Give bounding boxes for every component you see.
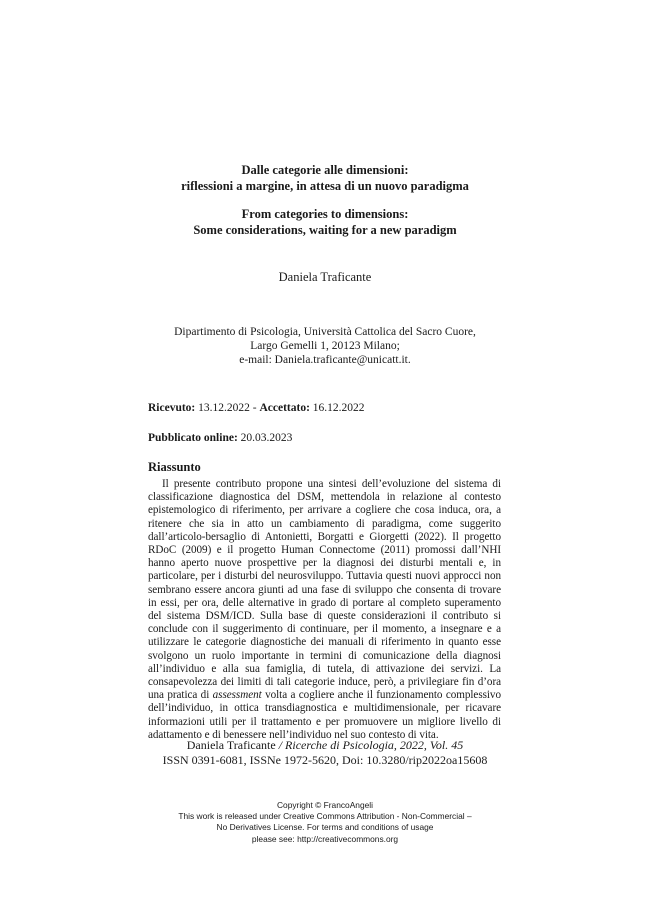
accepted-date: 16.12.2022 [312, 402, 365, 414]
italian-title-line-2: riflessioni a margine, in attesa di un nuovo paradigma [181, 179, 469, 193]
date-separator: - [249, 402, 260, 414]
license-line-1: This work is released under Creative Commons Attribution - Non-Commercial – [178, 811, 472, 822]
abstract-italic-term: assessment [212, 689, 262, 702]
abstract-body [148, 478, 501, 742]
accepted-label: Accettato: [259, 402, 310, 414]
citation-author: Daniela Traficante [186, 738, 276, 752]
license-line-2: No Derivatives License. For terms and conditions of usage [216, 822, 434, 833]
italian-title-line-1: Dalle categorie alle dimensioni: [241, 163, 409, 177]
received-label: Ricevuto: [148, 402, 196, 414]
copyright-footer [0, 800, 650, 845]
affiliation-department: Dipartimento di Psicologia, Università Cattolica del Sacro Cuore, [174, 326, 476, 338]
abstract-heading: Riassunto [148, 460, 201, 474]
citation-journal: / Ricerche di Psicologia, 2022, Vol. 45 [278, 738, 464, 752]
english-title-line-1: From categories to dimensions: [241, 207, 409, 221]
published-label: Pubblicato online: [148, 432, 238, 444]
affiliation [0, 325, 650, 367]
license-url-line[interactable]: please see: http://creativecommons.org [251, 833, 399, 844]
citation-line-1 [0, 738, 650, 753]
published-online-date [148, 432, 292, 444]
received-date: 13.12.2022 [198, 402, 250, 414]
affiliation-address: Largo Gemelli 1, 20123 Milano; [250, 340, 400, 352]
author-name: Daniela Traficante [278, 270, 372, 284]
copyright-line: Copyright © FrancoAngeli [276, 800, 373, 810]
received-accepted-dates [148, 402, 365, 414]
citation-issn-doi[interactable]: ISSN 0391-6081, ISSNe 1972-5620, Doi: 10.3280/rip2022oa15608 [162, 753, 488, 767]
journal-citation [0, 738, 650, 768]
abstract-text-part-2: volta a cogliere anche il funzionamento complessivo dell’individuo, in ottica transdiagnostica e multidimensionale, per ricavare informazioni utili per il trattamento e per promuovere un migliore livello di adattamento e di benessere nell’individuo nel suo contesto di vita. [148, 689, 501, 741]
english-title [0, 206, 650, 238]
italian-title [0, 162, 650, 194]
published-date: 20.03.2023 [240, 432, 293, 444]
english-title-line-2: Some considerations, waiting for a new paradigm [193, 223, 457, 237]
abstract-text-part-1: Il presente contributo propone una sintesi dell’evoluzione del sistema di classificazione diagnostica del DSM, mettendola in relazione al contesto epistemologico di riferimento, per arrivare a cogliere che cosa induca, ora, a ritenere che sia in atto un cambiamento di paradigma, come suggerito dall’articolo-bersaglio di Antonietti, Borgatti e Giorgetti (2022). Il progetto RDoC (2009) e il progetto Human Connectome (2011) promossi dall’NHI hanno aperto nuove prospettive per la diagnosi dei disturbi mentali e, in particolare, per i disturbi del neurosviluppo. Tuttavia questi nuovi approcci non sembrano essere ancora giunti ad una fase di sviluppo che consenta di trovare in essi, per ora, delle alternative in grado di portare al completo superamento del sistema DSM/ICD. Sulla base di queste considerazioni il contributo si conclude con il suggerimento di continuare, per il momento, a insegnare e a utilizzare le categorie diagnostiche dei manuali di riferimento in quanto esse svolgono un ruolo importante in termini di comunicazione della diagnosi all’individuo e alla sua famiglia, di tutela, di attivazione dei servizi. La consapevolezza dei limiti di tali categorie induce, però, a privilegiare fin d’ora una pratica di [148, 478, 501, 702]
affiliation-email[interactable]: e-mail: Daniela.traficante@unicatt.it. [239, 354, 411, 366]
